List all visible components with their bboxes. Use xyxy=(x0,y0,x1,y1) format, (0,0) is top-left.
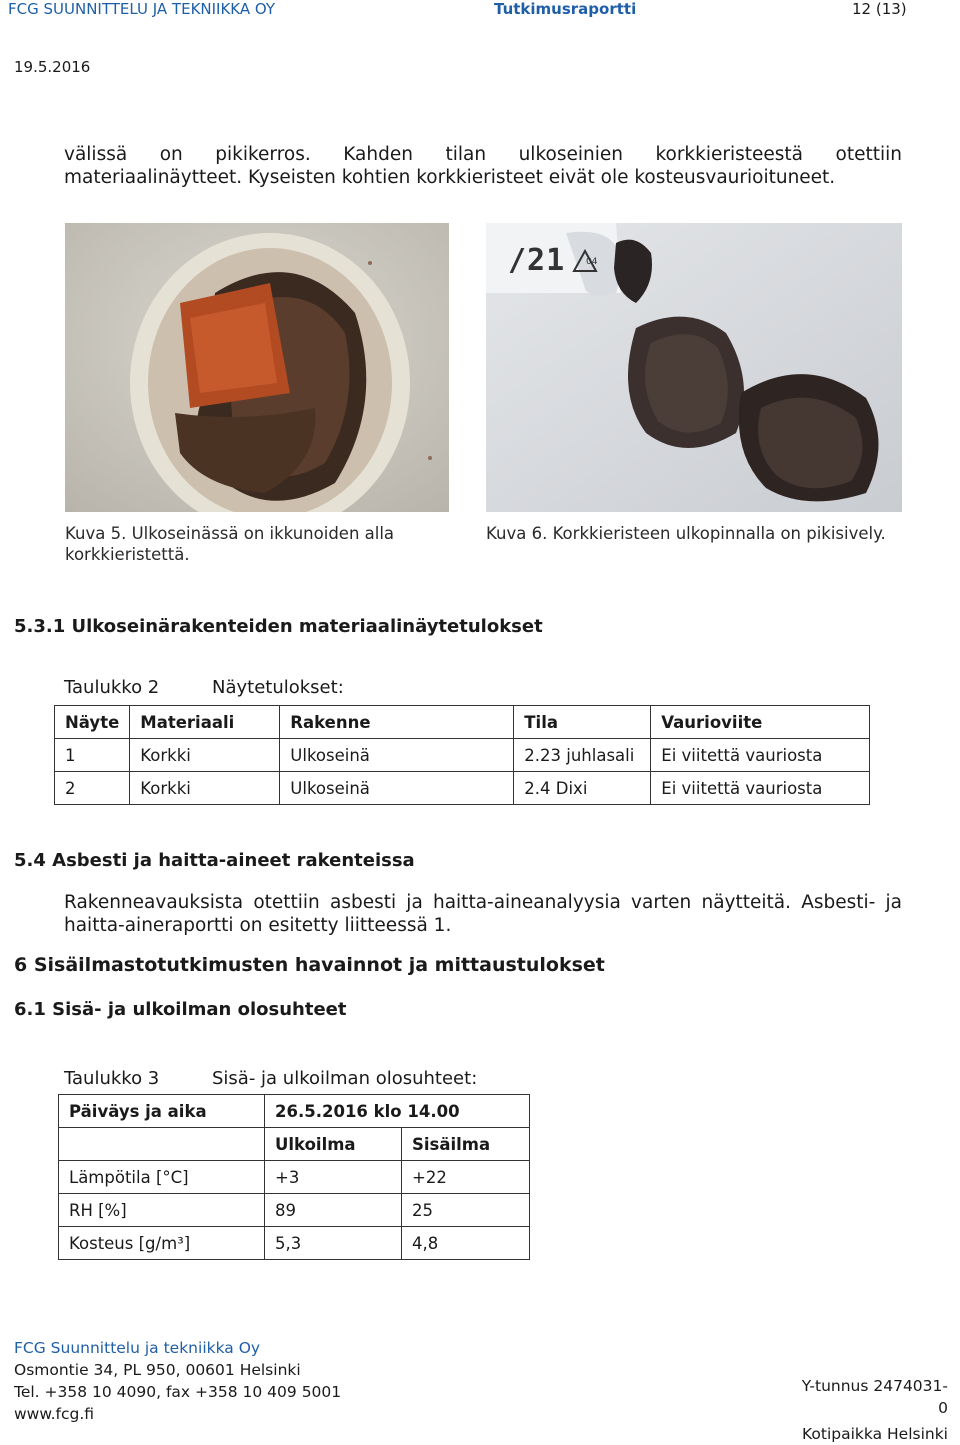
table2-header-cell: Tila xyxy=(514,706,651,739)
table-row xyxy=(55,772,870,805)
table-row xyxy=(59,1194,530,1227)
footer-business-id: Y-tunnus 2474031-0 xyxy=(801,1377,948,1417)
table2-header-cell: Näyte xyxy=(55,706,130,739)
footer-website-link[interactable]: www.fcg.fi xyxy=(14,1405,95,1423)
table2-header-cell: Rakenne xyxy=(280,706,514,739)
table2-cell: Korkki xyxy=(130,739,280,772)
table2-cell: Korkki xyxy=(130,772,280,805)
table3-cell: 25 xyxy=(402,1194,530,1227)
table3-cell: Kosteus [g/m³] xyxy=(59,1227,265,1260)
section-54-paragraph xyxy=(64,891,902,937)
header-page-number: 12 (13) xyxy=(852,0,907,18)
table2-cell: 2.4 Dixi xyxy=(514,772,651,805)
wall-opening-image xyxy=(65,223,449,512)
table3-header-cell: Ulkoilma xyxy=(265,1128,402,1161)
footer-address: Osmontie 34, PL 950, 00601 Helsinki xyxy=(14,1361,301,1379)
table2-header-cell: Vaurioviite xyxy=(651,706,870,739)
header-doc-type: Tutkimusraportti xyxy=(494,0,637,18)
bag-label: /21 xyxy=(508,243,566,278)
table2-cell: Ulkoseinä xyxy=(280,739,514,772)
table3-cell: +3 xyxy=(265,1161,402,1194)
section-54-line-1: Rakenneavauksista otettiin asbesti ja haitta-aineanalyysia varten näytteitä. Asbesti- ja xyxy=(64,892,902,913)
table3-empty-cell xyxy=(59,1128,265,1161)
recycle-code: 04 xyxy=(586,257,598,267)
intro-line-2: materiaalinäytteet. Kyseisten kohtien korkkieristeet eivät ole kosteusvaurioituneet. xyxy=(64,167,836,188)
table2-cell: 2.23 juhlasali xyxy=(514,739,651,772)
figure5-caption-line-2: korkkieristettä. xyxy=(65,545,190,564)
table2 xyxy=(54,705,870,805)
table2-cell: 1 xyxy=(55,739,130,772)
table3-cell: 4,8 xyxy=(402,1227,530,1260)
footer-domicile: Kotipaikka Helsinki xyxy=(802,1425,948,1443)
table2-header-row xyxy=(55,706,870,739)
header-date: 19.5.2016 xyxy=(14,58,91,76)
table3-header-cell: Sisäilma xyxy=(402,1128,530,1161)
table-row xyxy=(55,739,870,772)
intro-line-1: välissä on pikikerros. Kahden tilan ulkoseinien korkkieristeestä otettiin xyxy=(64,144,902,165)
table3-label: Taulukko 3 xyxy=(64,1068,160,1089)
table3-header-row xyxy=(59,1128,530,1161)
footer-right xyxy=(793,1375,948,1445)
figure5-caption-line-1: Kuva 5. Ulkoseinässä on ikkunoiden alla xyxy=(65,524,395,543)
table-row xyxy=(59,1161,530,1194)
intro-paragraph xyxy=(64,143,902,189)
table2-cell: Ei viitettä vauriosta xyxy=(651,772,870,805)
table3-date-label: Päiväys ja aika xyxy=(59,1095,265,1128)
photo-wall-opening xyxy=(65,223,449,512)
figure6-caption: Kuva 6. Korkkieristeen ulkopinnalla on pikisively. xyxy=(486,524,886,543)
section-54-heading: 5.4 Asbesti ja haitta-aineet rakenteissa xyxy=(14,850,415,871)
table3-date-row xyxy=(59,1095,530,1128)
section-54-line-2: haitta-aineraportti on esitetty liitteessä 1. xyxy=(64,915,452,936)
section-531-heading: 5.3.1 Ulkoseinärakenteiden materiaalinäytetulokset xyxy=(14,616,543,637)
table3-cell: +22 xyxy=(402,1161,530,1194)
table2-cell: Ulkoseinä xyxy=(280,772,514,805)
table3-cell: Lämpötila [°C] xyxy=(59,1161,265,1194)
header-company: FCG SUUNNITTELU JA TEKNIIKKA OY xyxy=(8,0,276,18)
footer-left xyxy=(14,1337,341,1425)
table2-caption: Näytetulokset: xyxy=(212,677,344,698)
table3-caption: Sisä- ja ulkoilman olosuhteet: xyxy=(212,1068,478,1089)
table2-cell: Ei viitettä vauriosta xyxy=(651,739,870,772)
section-61-heading: 6.1 Sisä- ja ulkoilman olosuhteet xyxy=(14,999,347,1020)
photo-cork-samples xyxy=(486,223,902,512)
table2-cell: 2 xyxy=(55,772,130,805)
table3 xyxy=(58,1094,530,1260)
table-row xyxy=(59,1227,530,1260)
recycle-icon xyxy=(572,249,598,275)
table3-cell: 5,3 xyxy=(265,1227,402,1260)
table2-header-cell: Materiaali xyxy=(130,706,280,739)
table3-date-value: 26.5.2016 klo 14.00 xyxy=(265,1095,530,1128)
table3-cell: 89 xyxy=(265,1194,402,1227)
section-6-heading: 6 Sisäilmastotutkimusten havainnot ja mittaustulokset xyxy=(14,954,605,976)
footer-phone: Tel. +358 10 4090, fax +358 10 409 5001 xyxy=(14,1383,342,1401)
footer-company: FCG Suunnittelu ja tekniikka Oy xyxy=(14,1339,261,1357)
table3-cell: RH [%] xyxy=(59,1194,265,1227)
figure5-caption xyxy=(65,523,394,565)
table2-label: Taulukko 2 xyxy=(64,677,160,698)
